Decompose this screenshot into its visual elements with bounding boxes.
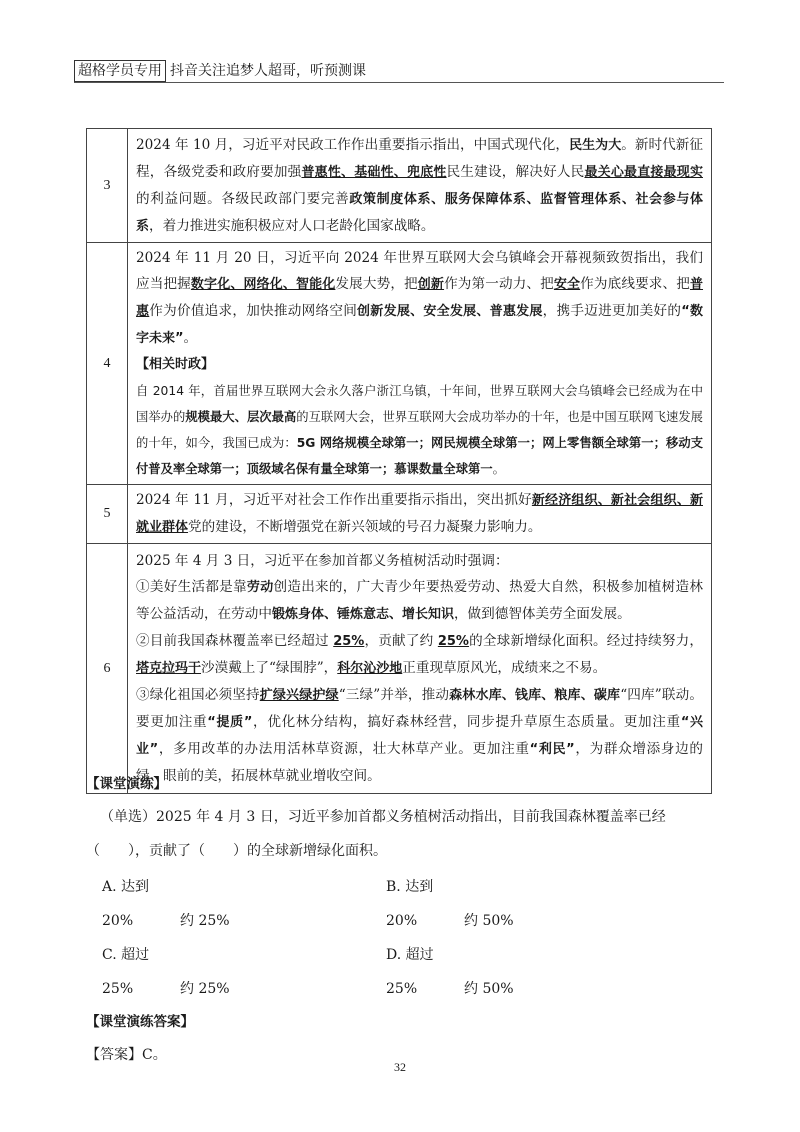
keyword: 安全 [553, 277, 581, 292]
table-row [87, 544, 712, 794]
keyword: 民生为大 [569, 137, 622, 153]
keyword: 最关心最直接最现实 [584, 164, 703, 180]
keyword: 数字化、网络化、智能化 [190, 277, 336, 292]
option-d[interactable] [386, 938, 686, 1006]
text: 作为底线要求、把 [580, 276, 690, 292]
text: 的互联网大会，世界互联网大会成功举办的十年，也是中国互联网飞速发展的十年，如今，我国已成为： [136, 410, 703, 450]
option-b[interactable] [386, 870, 686, 938]
text: 的利益问题。各级民政部门要完善 [136, 190, 350, 207]
text: ，优化林分结构，搞好森林经营，同步提升草原生态质量。更加注重 [252, 714, 681, 730]
row-number: 6 [87, 544, 128, 794]
option-text: 约 50% [464, 981, 514, 997]
note-paragraph [136, 378, 703, 482]
header-divider [74, 82, 724, 83]
paragraph [136, 574, 703, 628]
keyword: 科尔沁沙地 [337, 661, 403, 676]
text: ，贡献了约 [364, 633, 438, 649]
text: 2024 年 11 月 20 日，习近平向 2024 年世界互联网大会乌镇峰会开幕视频致贺指出，我们应当把握 [136, 250, 703, 292]
paragraph: 2025 年 4 月 3 日，习近平在参加首都义务植树活动时强调： [136, 553, 509, 569]
keyword: 塔克拉玛干 [136, 661, 202, 676]
text: 。新时代新征程，各级党委和政府要加强 [136, 136, 704, 180]
keyword: 创新发展、安全发展、普惠发展 [357, 304, 543, 319]
keyword: 政策制度体系、服务保障体系、监督管理体系、社会参与体系 [136, 191, 703, 234]
keyword: “兴业” [136, 715, 704, 757]
option-a[interactable] [102, 870, 386, 938]
page-header [74, 60, 366, 82]
answer-options [102, 870, 712, 1006]
paragraph [136, 245, 703, 352]
text: ，为群众增添身边的绿、眼前的美，拓展林草就业增收空间。 [136, 741, 704, 784]
keyword: 普惠 [136, 277, 704, 319]
text: 创造出来的，广大青少年要热爱劳动、热爱大自然，积极参加植树造林等公益活动，在劳动中 [136, 579, 703, 622]
text: 发展大势，把 [335, 276, 418, 292]
option-text: D. 超过 25% [386, 947, 434, 997]
text: ，多用改革的办法用活林草资源，壮大林草产业。更加注重 [158, 741, 530, 757]
keyword: “数字未来” [136, 304, 704, 346]
keyword: 规模最大、层次最高 [185, 410, 297, 424]
keyword: “提质” [207, 715, 253, 730]
text: “四库”联动。要更加注重 [136, 687, 703, 730]
keyword: 5G 网络规模全球第一；网民规模全球第一；网上零售额全球第一；移动支付普及率全球第一；顶级域名保有量全球第一；慕课数量全球第一 [136, 436, 703, 476]
text: ②目前我国森林覆盖率已经超过 [136, 633, 334, 649]
header-tag: 超格学员专用 [74, 60, 166, 82]
text: 民生建设，解决好人民 [446, 163, 585, 180]
option-c[interactable] [102, 938, 386, 1006]
paragraph [136, 628, 703, 682]
row-number: 5 [87, 485, 128, 544]
row-content [128, 544, 712, 794]
keyword: 劳动 [246, 580, 274, 595]
text: 作为价值追求，加快推动网络空间 [149, 303, 358, 319]
answer-heading: 【课堂演练答案】 [86, 1014, 194, 1030]
row-number: 4 [87, 243, 128, 485]
table-row [87, 243, 712, 485]
keyword: 25% [437, 634, 469, 649]
text: ③绿化祖国必须坚持 [136, 687, 260, 703]
option-text: B. 达到 20% [386, 879, 434, 929]
practice-heading: 【课堂演练】 [86, 776, 167, 792]
paragraph [136, 487, 703, 541]
row-content [128, 243, 712, 485]
text: 自 2014 年，首届世界互联网大会永久落户浙江乌镇，十年间，世界互联网大会乌镇峰会已经成为在中国举办的 [136, 384, 703, 424]
option-text: C. 超过 25% [102, 947, 150, 997]
row-content [128, 485, 712, 544]
text: 正重现草原风光，成绩来之不易。 [402, 660, 607, 676]
section-subheading: 【相关时政】 [136, 357, 215, 372]
text: 沙漠戴上了“绿围脖”， [201, 660, 338, 676]
answer-text: 【答案】C。 [86, 1047, 167, 1063]
question-text: （单选）2025 年 4 月 3 日，习近平参加首都义务植树活动指出，目前我国森林覆盖率已经（ ），贡献了（ ）的全球新增绿化面积。 [86, 809, 666, 859]
keyword: 创新 [417, 277, 445, 292]
text: 2024 年 11 月，习近平对社会工作作出重要指示指出，突出抓好 [136, 492, 532, 508]
text: 2024 年 10 月，习近平对民政工作作出重要指示指出，中国式现代化， [136, 136, 570, 153]
keyword: 锻炼身体、锤炼意志、增长知识 [271, 607, 454, 622]
keyword: 森林水库、钱库、粮库、碳库 [449, 688, 621, 703]
keyword: 扩绿兴绿护绿 [259, 688, 339, 703]
page-number: 32 [394, 1060, 406, 1074]
text: 党的建设，不断增强党在新兴领域的号召力凝聚力影响力。 [188, 519, 542, 535]
keyword: 新经济组织、新社会组织、新就业群体 [136, 493, 703, 535]
text: 作为第一动力、把 [444, 276, 554, 292]
paragraph [136, 132, 703, 240]
keyword: “利民” [529, 742, 575, 757]
option-text: A. 达到 20% [102, 879, 150, 929]
text: 。 [183, 330, 198, 346]
text: ，做到德智体美劳全面发展。 [453, 606, 631, 622]
text: 的全球新增绿化面积。经过持续努力， [468, 633, 703, 649]
practice-section [86, 768, 712, 1072]
table-row [87, 129, 712, 243]
keyword: 普惠性、基础性、兜底性 [301, 164, 447, 180]
text: ，着力推进实施积极应对人口老龄化国家战略。 [149, 217, 435, 234]
option-text: 约 25% [180, 913, 230, 929]
text: 。 [492, 462, 505, 476]
table-row [87, 485, 712, 544]
keyword: 25% [333, 634, 365, 649]
text: ，携手迈进更加美好的 [542, 303, 682, 319]
news-table [86, 128, 712, 794]
option-text: 约 25% [180, 981, 230, 997]
header-slogan: 抖音关注追梦人超哥，听预测课 [170, 63, 366, 79]
option-text: 约 50% [464, 913, 514, 929]
row-content [128, 129, 712, 243]
text: ①美好生活都是靠 [136, 579, 247, 595]
text: “三绿”并举，推动 [338, 687, 450, 703]
row-number: 3 [87, 129, 128, 243]
